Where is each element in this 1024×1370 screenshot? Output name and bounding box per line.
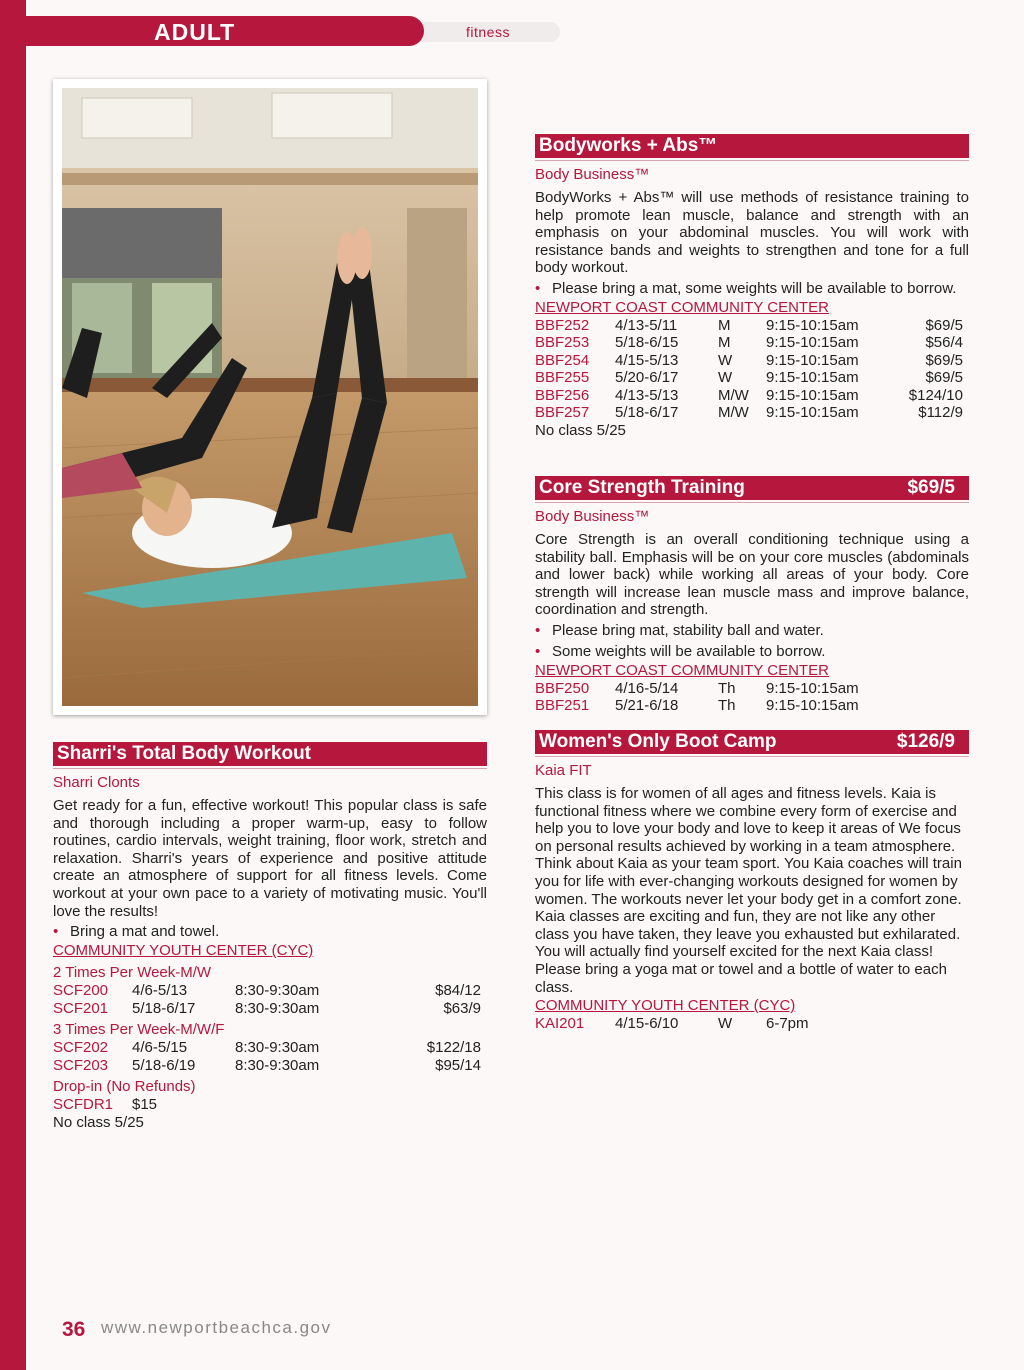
date-range: 5/18-6/17 <box>615 404 679 422</box>
schedule-row <box>53 1057 487 1075</box>
bootcamp-title: Women's Only Boot Camp <box>539 731 777 752</box>
bootcamp-title-bar <box>535 730 969 754</box>
schedule-row <box>53 1000 487 1018</box>
side-accent-bar <box>0 0 26 1370</box>
date-range: 4/13-5/13 <box>615 386 679 404</box>
fee: $122/18 <box>426 1039 481 1057</box>
bodyworks-section <box>535 134 969 439</box>
fee: $56/4 <box>925 334 963 352</box>
schedule-row <box>535 387 969 405</box>
sharri-bullet: • Bring a mat and towel. <box>53 923 220 941</box>
date-range: 4/16-5/14 <box>615 679 679 697</box>
fee: $112/9 <box>918 404 963 422</box>
schedule-row <box>535 1015 969 1033</box>
bodyworks-bullet: • Please bring a mat, some weights will be available to borrow. <box>535 279 957 297</box>
bootcamp-section <box>535 730 969 1033</box>
date-range: 4/15-5/13 <box>615 351 679 369</box>
core-section <box>535 476 969 715</box>
day-of-week: M/W <box>718 404 749 422</box>
sharri-instructor: Sharri Clonts <box>53 774 140 791</box>
schedule-row <box>535 697 969 715</box>
date-range: 5/20-6/17 <box>615 369 679 387</box>
date-range: 5/21-6/18 <box>615 697 679 715</box>
fee: $84/12 <box>435 982 481 1000</box>
sharri-group-3: Drop-in (No Refunds) <box>53 1078 196 1096</box>
course-code[interactable]: KAI201 <box>535 1015 585 1033</box>
time: 9:15-10:15am <box>766 679 859 697</box>
bootcamp-instructor: Kaia FIT <box>535 762 592 779</box>
photo-frame <box>53 79 487 715</box>
course-code[interactable]: SCF200 <box>53 982 109 1000</box>
course-code[interactable]: BBF250 <box>535 679 590 697</box>
course-code[interactable]: SCF202 <box>53 1039 109 1057</box>
date-range: 4/15-6/10 <box>615 1015 679 1033</box>
bodyworks-location[interactable]: NEWPORT COAST COMMUNITY CENTER <box>535 298 829 316</box>
course-code[interactable]: BBF256 <box>535 386 590 404</box>
time: 8:30-9:30am <box>235 999 320 1017</box>
course-code[interactable]: BBF255 <box>535 369 590 387</box>
dropin-row <box>53 1096 487 1114</box>
core-title: Core Strength Training <box>539 477 745 498</box>
course-code[interactable]: BBF251 <box>535 697 590 715</box>
class-photo <box>62 88 478 706</box>
course-code[interactable]: BBF254 <box>535 351 590 369</box>
fee: $69/5 <box>925 369 963 387</box>
course-code[interactable]: SCFDR1 <box>53 1096 114 1114</box>
schedule-row <box>535 369 969 387</box>
time: 9:15-10:15am <box>766 404 859 422</box>
day-of-week: W <box>718 351 733 369</box>
page-number: 36 <box>62 1318 86 1341</box>
date-range: 4/6-5/15 <box>132 1039 188 1057</box>
sharri-title-bar <box>53 742 487 766</box>
schedule-row <box>535 404 969 422</box>
bodyworks-instructor: Body Business™ <box>535 166 650 183</box>
core-instructor: Body Business™ <box>535 508 650 525</box>
time: 8:30-9:30am <box>235 982 320 1000</box>
bodyworks-title-bar <box>535 134 969 158</box>
day-of-week: M/W <box>718 386 749 404</box>
time: 9:15-10:15am <box>766 386 859 404</box>
bodyworks-title: Bodyworks + Abs™ <box>539 135 718 156</box>
schedule-row <box>535 680 969 698</box>
core-location[interactable]: NEWPORT COAST COMMUNITY CENTER <box>535 661 829 679</box>
fee: $69/5 <box>925 316 963 334</box>
time: 8:30-9:30am <box>235 1056 320 1074</box>
schedule-row <box>53 982 487 1000</box>
time: 6-7pm <box>766 1015 809 1033</box>
core-description: Core Strength is an overall conditioning technique using a stability ball. Emphasis will be on your core muscles (abdominals and lower back) while working all areas of your body. Core strength will increase lean muscle mass and improve balance, coordination and strength. <box>535 531 969 619</box>
day-of-week: Th <box>718 697 736 715</box>
schedule-row <box>535 334 969 352</box>
course-code[interactable]: SCF203 <box>53 1056 109 1074</box>
course-code[interactable]: SCF201 <box>53 999 109 1017</box>
bootcamp-location[interactable]: COMMUNITY YOUTH CENTER (CYC) <box>535 997 796 1015</box>
sharri-description: Get ready for a fun, effective workout! This popular class is safe and thorough including a proper warm-up, easy to follow routines, cardio intervals, weight training, floor work, stretch and relaxation. Sharri's years of experience and positive attitude create an atmosphere of support for all fitness levels. Come workout at your own pace to a variety of motivating music. You'll love the results! <box>53 797 487 920</box>
fee: $124/10 <box>908 386 963 404</box>
fee: $63/9 <box>443 999 481 1017</box>
day-of-week: M <box>718 334 731 352</box>
course-code[interactable]: BBF257 <box>535 404 590 422</box>
core-price: $69/5 <box>907 477 955 498</box>
time: 9:15-10:15am <box>766 697 859 715</box>
section-title: ADULT <box>154 19 236 45</box>
course-code[interactable]: BBF253 <box>535 334 590 352</box>
schedule-row <box>535 352 969 370</box>
fee: $15 <box>132 1096 158 1114</box>
bodyworks-note: No class 5/25 <box>535 421 626 439</box>
time: 9:15-10:15am <box>766 334 859 352</box>
date-range: 5/18-6/15 <box>615 334 679 352</box>
date-range: 4/6-5/13 <box>132 982 188 1000</box>
time: 9:15-10:15am <box>766 369 859 387</box>
course-code[interactable]: BBF252 <box>535 316 590 334</box>
day-of-week: W <box>718 1015 733 1033</box>
fee: $69/5 <box>925 351 963 369</box>
bootcamp-price: $126/9 <box>896 731 955 752</box>
sharri-location[interactable]: COMMUNITY YOUTH CENTER (CYC) <box>53 942 314 960</box>
time: 8:30-9:30am <box>235 1039 320 1057</box>
bootcamp-description: This class is for women of all ages and fitness levels. Kaia is functional fitness where we combine every form of exercise and help you to love your body and love to keep it areas of We focus on personal results achieved by working in a team atmosphere. Think about Kaia as your team sport. You Kaia coaches will train you for life with ever-changing workouts designed for women by women. The workouts never let your body get in a comfort zone. Kaia classes are exciting and fun, they are not like any other class you have taken, they leave you exhausted but exhilarated. You will actually find yourself excited for the next Kaia class! Please bring a yoga mat or towel and a bottle of water to each class. <box>535 785 962 996</box>
date-range: 5/18-6/19 <box>132 1056 196 1074</box>
time: 9:15-10:15am <box>766 316 859 334</box>
core-bullet-1: • Please bring mat, stability ball and water. <box>535 621 824 639</box>
core-bullet-2: • Some weights will be available to borrow. <box>535 642 826 660</box>
day-of-week: Th <box>718 679 736 697</box>
schedule-row <box>53 1039 487 1057</box>
date-range: 5/18-6/17 <box>132 999 196 1017</box>
date-range: 4/13-5/11 <box>615 316 678 334</box>
sharri-note: No class 5/25 <box>53 1113 144 1131</box>
time: 9:15-10:15am <box>766 351 859 369</box>
sharri-group-2: 3 Times Per Week-M/W/F <box>53 1021 225 1039</box>
website-link[interactable]: www.newportbeachca.gov <box>101 1318 332 1337</box>
sharri-group-1: 2 Times Per Week-M/W <box>53 964 212 982</box>
sharri-title: Sharri's Total Body Workout <box>57 743 312 764</box>
day-of-week: W <box>718 369 733 387</box>
sharri-section <box>53 742 487 1131</box>
core-title-bar <box>535 476 969 500</box>
schedule-row <box>535 317 969 335</box>
bodyworks-description: BodyWorks + Abs™ will use methods of resistance training to help promote lean muscle, balance and strength with an emphasis on your abdominal muscles. You will work with resistance bands and weights to strengthen and tone for a full body workout. <box>535 189 969 277</box>
fee: $95/14 <box>435 1056 481 1074</box>
day-of-week: M <box>718 316 731 334</box>
section-subtitle: fitness <box>466 24 510 40</box>
